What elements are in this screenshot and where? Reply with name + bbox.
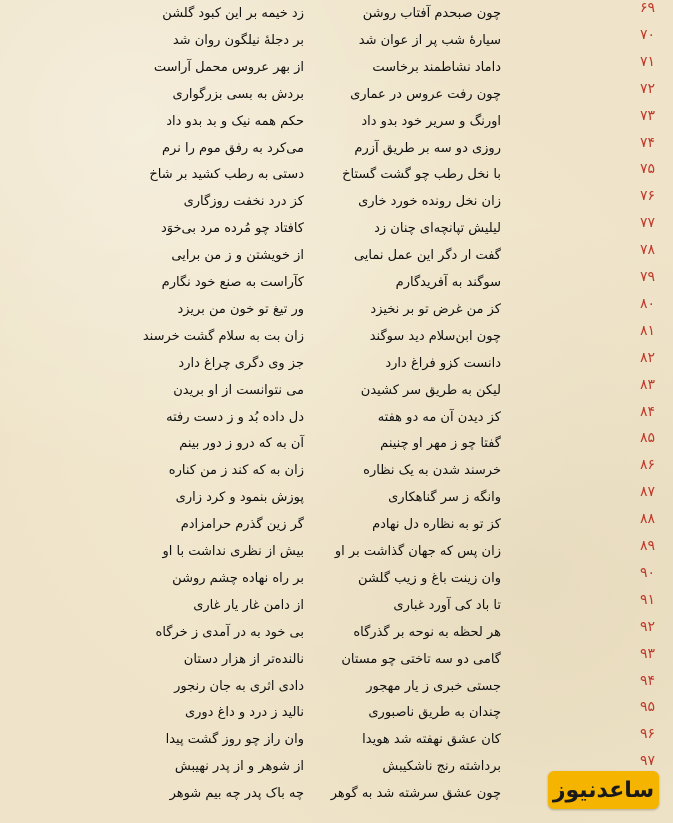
verse-row (0, 377, 673, 404)
verse-number: ۷۱ (639, 53, 655, 70)
hemistich-second: نالنده‌تر از هزار دستان (183, 651, 304, 667)
hemistich-first: دانست کزو فراغ دارد (385, 355, 501, 371)
hemistich-first: زان پس که جهان گذاشت بر او (334, 544, 501, 559)
hemistich-first: داماد نشاطمند برخاست (372, 59, 501, 75)
verse-number: ۸۹ (639, 538, 655, 554)
hemistich-first: روزی دو سه بر طریق آزرم (354, 140, 501, 156)
hemistich-first: گفت ار دگر این عمل نمایی (353, 248, 501, 264)
hemistich-second: نالید ز درد و داغ دوری (184, 705, 304, 721)
hemistich-first: برداشته رنج ناشکیبش (382, 759, 501, 775)
verse-number: ۹۵ (639, 699, 655, 716)
hemistich-second: گر زین گذرم حرامزادم (180, 517, 304, 533)
verse-number: ۸۰ (639, 295, 655, 312)
hemistich-second: چه باک پدر چه بیم شوهر (169, 786, 304, 802)
verse-row (0, 699, 673, 726)
verse-number: ۷۰ (639, 26, 655, 43)
hemistich-first: لیلیش تپانچه‌ای چنان زد (374, 221, 501, 237)
verse-row (0, 511, 673, 538)
verse-row (0, 108, 673, 135)
verse-number: ۷۲ (639, 80, 655, 97)
verse-row (0, 457, 673, 484)
verse-number: ۸۳ (639, 376, 655, 393)
hemistich-second: وان راز چو روز گشت پیدا (165, 732, 304, 748)
hemistich-second: دادی اثری به جان رنجور (174, 678, 304, 694)
hemistich-first: چون عشق سرشته شد به گوهر (330, 786, 501, 802)
verse-row (0, 215, 673, 242)
hemistich-first: کز دیدن آن مه دو هفته (377, 409, 501, 425)
hemistich-first: وانگه ز سر گناهکاری (388, 490, 501, 506)
verse-number: ۷۹ (639, 269, 655, 285)
site-logo: ساعدنیوز (548, 771, 659, 809)
verse-row (0, 726, 673, 753)
verse-number: ۹۶ (639, 726, 655, 743)
hemistich-first: سوگند به آفریدگارم (395, 275, 501, 290)
verse-row (0, 27, 673, 54)
hemistich-second: بردش به بسی بزرگواری (172, 86, 304, 102)
hemistich-first: جستی خبری ز یار مهجور (366, 678, 501, 694)
hemistich-first: اورنگ و سریر خود بدو داد (361, 113, 501, 129)
hemistich-first: هر لحظه به نوحه بر گذرگاه (353, 624, 501, 640)
hemistich-second: آن به که درو ز دور بینم (179, 436, 304, 452)
hemistich-second: پوزش بنمود و کرد زاری (175, 490, 304, 506)
hemistich-first: با نخل رطب چو گشت گستاخ (342, 167, 501, 183)
verse-row (0, 592, 673, 619)
verse-number: ۸۱ (639, 322, 655, 339)
hemistich-first: لیکن به طریق سر کشیدن (360, 382, 501, 398)
hemistich-second: دستی به رطب کشید بر شاخ (149, 167, 304, 183)
verse-number: ۸۸ (639, 511, 655, 528)
verse-row (0, 0, 673, 27)
verse-row (0, 81, 673, 108)
hemistich-first: چندان به طریق ناصبوری (368, 705, 501, 721)
hemistich-second: بی خود به در آمدی ز خرگاه (155, 624, 304, 640)
verse-number: ۷۶ (639, 188, 655, 205)
hemistich-second: کز درد نخفت روزگاری (183, 194, 304, 210)
verse-row (0, 350, 673, 377)
verse-number: ۸۷ (639, 484, 655, 501)
verse-number: ۹۲ (639, 618, 655, 635)
hemistich-second: از شوهر و از پدر نهیبش (174, 759, 304, 775)
verse-row (0, 296, 673, 323)
hemistich-first: سیارهٔ شب پر از عوان شد (358, 32, 501, 48)
verse-number: ۸۲ (639, 349, 655, 366)
verse-row (0, 565, 673, 592)
hemistich-first: وان زینت باغ و زیب گلشن (358, 570, 501, 586)
hemistich-second: جز وی دگری چراغ دارد (178, 355, 304, 371)
hemistich-first: چون صبحدم آفتاب روشن (362, 6, 501, 21)
hemistich-second: بر دجلهٔ نیلگون روان شد (172, 32, 304, 48)
verse-row (0, 54, 673, 81)
hemistich-second: بیش از نظری نداشت با او (162, 544, 304, 559)
verse-number: ۷۳ (639, 107, 655, 124)
hemistich-first: کز تو به نظاره دل نهادم (372, 517, 501, 533)
hemistich-second: بر راه نهاده چشم روشن (172, 570, 304, 586)
verse-number: ۸۴ (639, 403, 655, 420)
verse-row (0, 619, 673, 646)
hemistich-first: گفتا چو ز مهر او چنینم (380, 436, 501, 452)
hemistich-first: چون ابن‌سلام دید سوگند (369, 328, 501, 344)
verse-number: ۷۸ (639, 242, 655, 259)
verse-row (0, 430, 673, 457)
hemistich-second: از خویشتن و ز من برایی (171, 248, 304, 264)
hemistich-second: کآراست به صنع خود نگارم (161, 275, 304, 290)
hemistich-first: تا باد کی آورد غباری (393, 597, 501, 613)
verse-row (0, 646, 673, 673)
verse-number: ۷۷ (639, 215, 655, 232)
hemistich-second: از بهر عروس محمل آراست (153, 59, 304, 75)
hemistich-first: گامی دو سه تاختی چو مستان (341, 651, 501, 667)
verse-row (0, 188, 673, 215)
verse-row (0, 673, 673, 700)
hemistich-second: کافتاد چو مُرده مرد بی‌خوَد (161, 221, 304, 237)
hemistich-second: دل داده بُد و ز دست رفته (166, 409, 304, 425)
verse-row (0, 269, 673, 296)
verse-row (0, 484, 673, 511)
hemistich-first: خرسند شدن به یک نظاره (363, 463, 501, 479)
verse-row (0, 323, 673, 350)
verse-number: ۹۴ (639, 672, 655, 689)
verse-number: ۹۳ (639, 645, 655, 662)
verse-number: ۶۹ (639, 0, 655, 16)
verse-number: ۹۷ (639, 753, 655, 770)
verse-row (0, 161, 673, 188)
verse-number: ۷۵ (639, 161, 655, 178)
hemistich-second: حکم همه نیک و بد بدو داد (166, 113, 304, 129)
hemistich-second: زد خیمه بر این کبود گلشن (162, 6, 304, 21)
hemistich-second: ور تیغ تو خون من بریزد (177, 301, 304, 317)
verse-number: ۹۱ (639, 591, 655, 608)
verse-number: ۹۰ (639, 564, 655, 581)
hemistich-second: می نتوانست از او بریدن (173, 382, 304, 398)
verse-row (0, 242, 673, 269)
hemistich-second: زان بت به سلام گشت خرسند (142, 328, 304, 344)
verse-number: ۸۶ (639, 457, 655, 474)
hemistich-first: چون رفت عروس در عماری (350, 86, 501, 102)
verse-number: ۸۵ (639, 430, 655, 447)
verse-number: ۷۴ (639, 134, 655, 151)
hemistich-first: زان نخل رونده خورد خاری (358, 194, 501, 210)
verse-row (0, 135, 673, 162)
verse-row (0, 538, 673, 565)
hemistich-second: زان به که کند ز من کناره (168, 463, 304, 479)
verse-row (0, 404, 673, 431)
hemistich-second: می‌کرد به رفق موم را نرم (162, 140, 304, 156)
hemistich-first: کان عشق نهفته شد هویدا (362, 732, 501, 748)
hemistich-second: از دامن غار یار غاری (193, 597, 304, 613)
hemistich-first: کز من غرض تو بر نخیزد (370, 301, 501, 317)
